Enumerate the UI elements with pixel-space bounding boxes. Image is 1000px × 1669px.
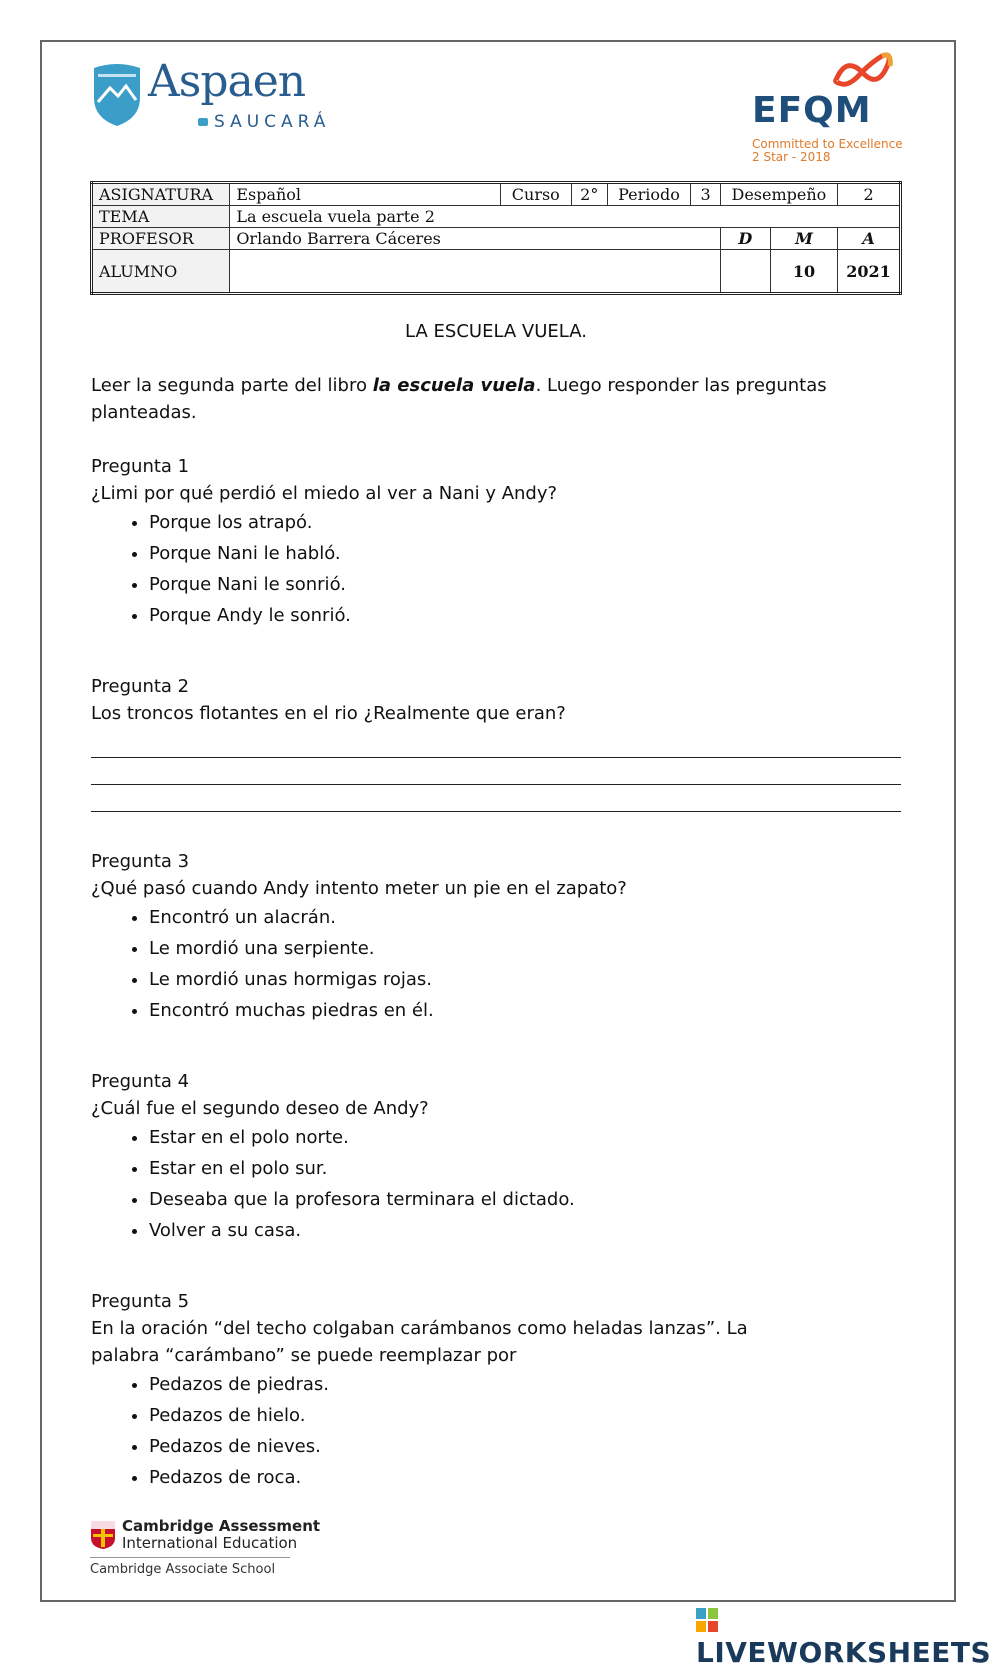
efqm-tag-line1: Committed to Excellence [752, 137, 903, 151]
instructions [91, 372, 901, 426]
alumno-field[interactable] [230, 250, 720, 294]
desempeno-value: 2 [838, 183, 901, 206]
option[interactable]: • Le mordió una serpiente. [149, 933, 901, 964]
efqm-tagline [752, 138, 903, 164]
option[interactable]: • Pedazos de nieves. [149, 1431, 901, 1462]
option[interactable]: • Pedazos de hielo. [149, 1400, 901, 1431]
cambridge-line1: Cambridge Assessment [122, 1517, 321, 1535]
efqm-tag-line2: 2 Star - 2018 [752, 150, 831, 164]
option[interactable]: • Estar en el polo norte. [149, 1122, 901, 1153]
profesor-value: Orlando Barrera Cáceres [230, 228, 720, 250]
option[interactable]: • Encontró muchas piedras en él. [149, 995, 901, 1026]
answer-line[interactable] [91, 758, 901, 785]
question-4-text: ¿Cuál fue el segundo deseo de Andy? [91, 1098, 429, 1119]
desempeno-label: Desempeño [720, 183, 837, 206]
question-3-label: Pregunta 3 [91, 851, 190, 872]
periodo-label: Periodo [607, 183, 691, 206]
cambridge-sub: Cambridge Associate School [90, 1562, 276, 1577]
asignatura-value: Español [230, 183, 500, 206]
aspaen-sub: SAUCARÁ [214, 112, 331, 132]
option[interactable]: • Volver a su casa. [149, 1215, 901, 1246]
tema-label: TEMA [92, 206, 230, 228]
curso-value: 2° [571, 183, 607, 206]
aspaen-logo [92, 56, 352, 140]
efqm-loop-icon [832, 50, 896, 94]
option[interactable]: • Porque Andy le sonrió. [149, 600, 901, 631]
profesor-label: PROFESOR [92, 228, 230, 250]
curso-label: Curso [500, 183, 571, 206]
question-1-text: ¿Limi por qué perdió el miedo al ver a Nani y Andy? [91, 483, 558, 504]
efqm-logo [752, 50, 912, 165]
aspaen-name: Aspaen [148, 56, 306, 107]
question-1-label: Pregunta 1 [91, 456, 190, 477]
question-5 [91, 1288, 901, 1493]
info-table [90, 181, 902, 295]
worksheet-title: LA ESCUELA VUELA. [405, 321, 587, 342]
option[interactable]: • Deseaba que la profesora terminara el dictado. [149, 1184, 901, 1215]
option[interactable]: • Pedazos de roca. [149, 1462, 901, 1493]
question-4-label: Pregunta 4 [91, 1071, 190, 1092]
month-value: 10 [771, 250, 838, 294]
cambridge-logo [90, 1518, 330, 1588]
question-3-text: ¿Qué pasó cuando Andy intento meter un pie en el zapato? [91, 878, 627, 899]
cambridge-crest-icon [90, 1520, 116, 1550]
cambridge-name [122, 1518, 320, 1552]
instructions-part1: Leer la segunda parte del libro [91, 375, 373, 396]
question-3 [91, 848, 901, 1026]
instructions-part2: . Luego responder las preguntas planteadas. [91, 375, 827, 423]
question-5-options [91, 1369, 901, 1493]
question-2-label: Pregunta 2 [91, 676, 190, 697]
year-label: A [838, 228, 901, 250]
answer-line[interactable] [91, 785, 901, 812]
liveworksheets-icon [696, 1608, 718, 1632]
option[interactable]: • Porque Nani le sonrió. [149, 569, 901, 600]
asignatura-label: ASIGNATURA [92, 183, 230, 206]
divider [90, 1557, 290, 1558]
question-2-text: Los troncos flotantes en el rio ¿Realmente que eran? [91, 703, 566, 724]
question-1 [91, 453, 901, 631]
month-label: M [771, 228, 838, 250]
shield-icon [92, 62, 142, 128]
option[interactable]: • Pedazos de piedras. [149, 1369, 901, 1400]
option[interactable]: • Le mordió unas hormigas rojas. [149, 964, 901, 995]
liveworksheets-watermark [696, 1603, 1000, 1669]
question-3-options [91, 902, 901, 1026]
option[interactable]: • Estar en el polo sur. [149, 1153, 901, 1184]
question-5-label: Pregunta 5 [91, 1291, 190, 1312]
question-4 [91, 1068, 901, 1246]
liveworksheets-text: LIVEWORKSHEETS [696, 1636, 992, 1669]
day-value[interactable] [720, 250, 770, 294]
alumno-label: ALUMNO [92, 250, 230, 294]
book-title: la escuela vuela [372, 375, 536, 396]
answer-lines [91, 731, 901, 812]
question-1-options [91, 507, 901, 631]
question-2 [91, 673, 901, 812]
option[interactable]: • Encontró un alacrán. [149, 902, 901, 933]
question-5-text: En la oración “del techo colgaban carámbanos como heladas lanzas”. La palabra “carámbano” se puede reemplazar por [91, 1318, 748, 1366]
cambridge-line2: International Education [122, 1534, 298, 1552]
year-value: 2021 [838, 250, 901, 294]
efqm-name: EFQM [752, 90, 872, 131]
tema-value: La escuela vuela parte 2 [230, 206, 901, 228]
aspaen-dot [198, 118, 208, 126]
option[interactable]: • Porque Nani le habló. [149, 538, 901, 569]
answer-line[interactable] [91, 731, 901, 758]
question-4-options [91, 1122, 901, 1246]
day-label: D [720, 228, 770, 250]
option[interactable]: • Porque los atrapó. [149, 507, 901, 538]
worksheet-body [91, 318, 901, 1523]
periodo-value: 3 [691, 183, 720, 206]
